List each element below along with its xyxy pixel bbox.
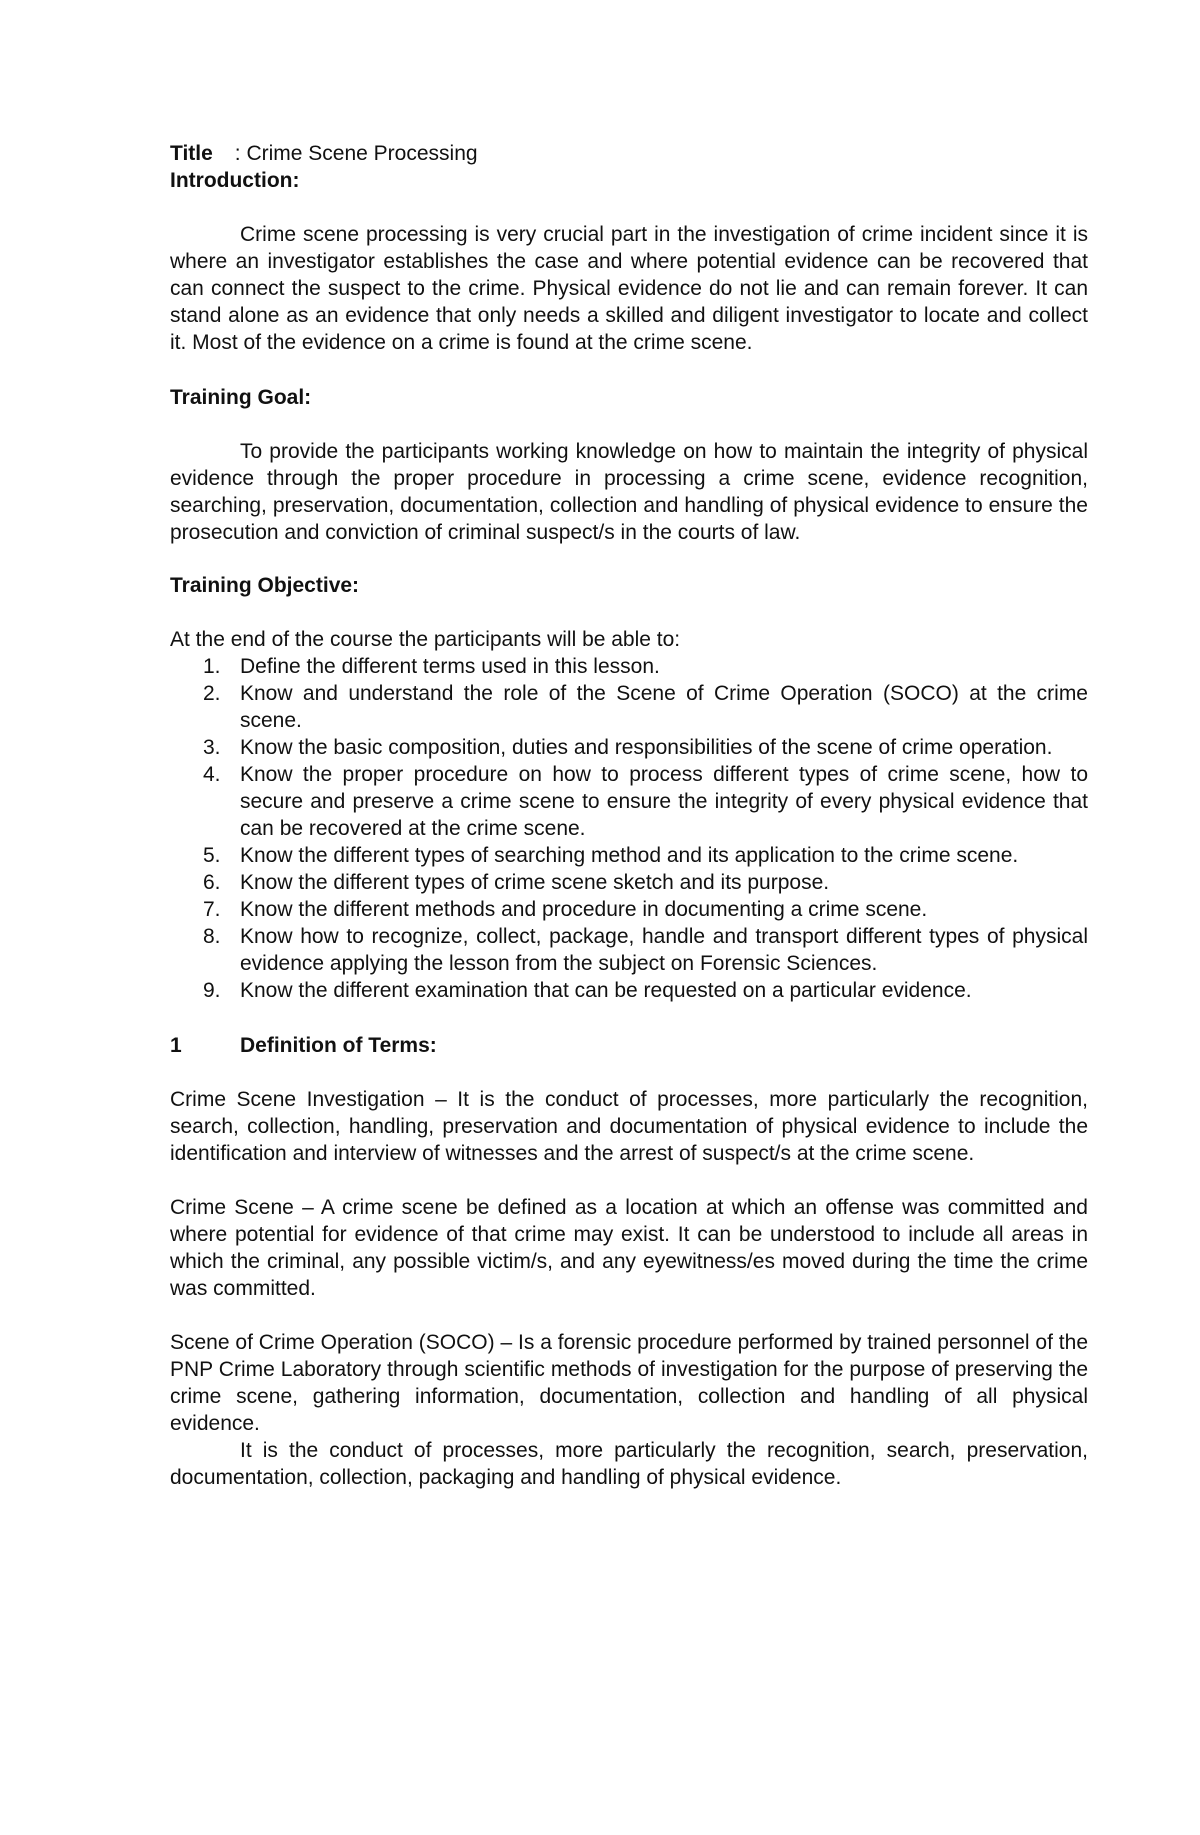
definition-crime-scene: Crime Scene – A crime scene be defined as a location at which an offense was committed and where potential for evidence of that crime may exist. It can be understood to include all areas in which the criminal, any possible victim/s, and any eyewitness/es moved during the time the crime was committed. <box>170 1196 1088 1300</box>
objective-text: Know the different types of searching method and its application to the crime scene. <box>240 844 1019 867</box>
training-goal-heading: Training Goal: <box>170 386 312 409</box>
objective-item <box>170 734 1088 761</box>
training-objective-heading: Training Objective: <box>170 574 360 597</box>
definition-soco: Scene of Crime Operation (SOCO) – Is a forensic procedure performed by trained personnel of the PNP Crime Laboratory through scientific methods of investigation for the purpose of preserving the crime scene, gathering information, documentation, collection and handling of all physical evidence. <box>170 1331 1088 1435</box>
objective-item <box>170 896 1088 923</box>
objective-number: 5. <box>203 844 221 867</box>
section-title: Definition of Terms: <box>240 1034 437 1057</box>
objective-number: 3. <box>203 736 221 759</box>
title-label: Title <box>170 142 213 165</box>
objective-number: 4. <box>203 763 221 786</box>
objective-text: Know the different examination that can be requested on a particular evidence. <box>240 979 972 1002</box>
definition-csi: Crime Scene Investigation – It is the conduct of processes, more particularly the recognition, search, collection, handling, preservation and documentation of physical evidence to include the identification and interview of witnesses and the arrest of suspect/s at the crime scene. <box>170 1088 1088 1165</box>
objective-number: 8. <box>203 925 221 948</box>
section-number: 1 <box>170 1034 182 1057</box>
training-objective-lead: At the end of the course the participants will be able to: <box>170 628 681 651</box>
objective-text: Define the different terms used in this lesson. <box>240 655 660 678</box>
document-page <box>170 140 1088 1491</box>
definitions-heading <box>170 1032 1088 1059</box>
objective-number: 2. <box>203 682 221 705</box>
objective-text: Know and understand the role of the Scene of Crime Operation (SOCO) at the crime scene. <box>240 682 1088 732</box>
objective-number: 1. <box>203 655 221 678</box>
objective-item <box>170 869 1088 896</box>
document-title <box>170 140 1088 167</box>
objective-item <box>170 761 1088 842</box>
objective-text: Know the different types of crime scene sketch and its purpose. <box>240 871 830 894</box>
objective-number: 6. <box>203 871 221 894</box>
title-value: : Crime Scene Processing <box>234 142 478 165</box>
objective-text: Know the different methods and procedure in documenting a crime scene. <box>240 898 928 921</box>
introduction-heading: Introduction: <box>170 169 300 192</box>
objective-item <box>170 977 1088 1004</box>
objective-text: Know the proper procedure on how to process different types of crime scene, how to secure and preserve a crime scene to ensure the integrity of every physical evidence that can be recovered at the crime scene. <box>240 763 1088 840</box>
objective-number: 9. <box>203 979 221 1002</box>
objective-text: Know the basic composition, duties and responsibilities of the scene of crime operation. <box>240 736 1053 759</box>
objective-item <box>170 923 1088 977</box>
definition-soco-continued: It is the conduct of processes, more particularly the recognition, search, preservation, documentation, collection, packaging and handling of physical evidence. <box>170 1439 1088 1489</box>
introduction-paragraph: Crime scene processing is very crucial part in the investigation of crime incident since it is where an investigator establishes the case and where potential evidence can be recovered that can connect the suspect to the crime. Physical evidence do not lie and can remain forever. It can stand alone as an evidence that only needs a skilled and diligent investigator to locate and collect it. Most of the evidence on a crime is found at the crime scene. <box>170 223 1088 354</box>
objectives-list <box>170 653 1088 1004</box>
objective-text: Know how to recognize, collect, package, handle and transport different types of physical evidence applying the lesson from the subject on Forensic Sciences. <box>240 925 1088 975</box>
objective-item <box>170 680 1088 734</box>
objective-item <box>170 653 1088 680</box>
objective-number: 7. <box>203 898 221 921</box>
objective-item <box>170 842 1088 869</box>
training-goal-paragraph: To provide the participants working knowledge on how to maintain the integrity of physical evidence through the proper procedure in processing a crime scene, evidence recognition, searching, preservation, documentation, collection and handling of physical evidence to ensure the prosecution and conviction of criminal suspect/s in the courts of law. <box>170 440 1088 544</box>
